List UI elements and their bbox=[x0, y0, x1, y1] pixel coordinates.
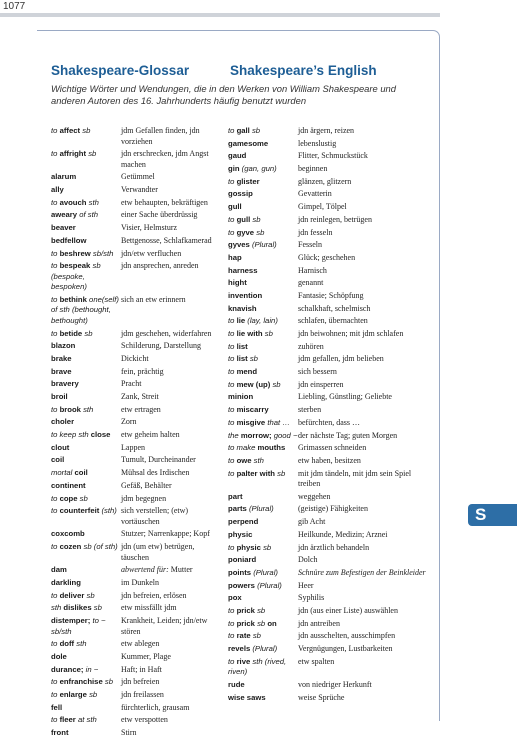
entry-definition: jdn (um etw) betrügen, täuschen bbox=[121, 542, 195, 562]
entry-definition: Vergnügungen, Lustbarkeiten bbox=[298, 644, 393, 653]
glossary-entry bbox=[51, 223, 217, 234]
entry-definition: genannt bbox=[298, 278, 324, 288]
entry-definition: Stutzer; Narrenkappe; Kopf bbox=[121, 529, 210, 539]
letter-tab[interactable] bbox=[468, 504, 517, 526]
entry-headword: gyves (Plural) bbox=[228, 240, 277, 250]
entry-headword: to deliver sb bbox=[51, 590, 95, 600]
entry-definition: (geistige) Fähigkeiten bbox=[298, 504, 368, 514]
entry-definition: weise Sprüche bbox=[298, 692, 345, 702]
entry-definition: Heer bbox=[298, 580, 314, 590]
glossary-entry bbox=[228, 304, 428, 315]
entry-headword: to misgive that … bbox=[228, 417, 290, 427]
glossary-entry bbox=[228, 202, 428, 213]
entry-definition: Zank, Streit bbox=[121, 392, 159, 401]
entry-definition: Krankheit, Leiden; jdn/etw stören bbox=[121, 616, 208, 636]
entry-headword: gamesome bbox=[228, 138, 269, 148]
glossary-column-left bbox=[51, 126, 217, 741]
entry-definition: Schilderung, Darstellung bbox=[121, 341, 201, 351]
glossary-entry bbox=[51, 494, 217, 505]
entry-headword: aweary of sth bbox=[51, 210, 99, 220]
entry-definition: Verwandter bbox=[121, 185, 158, 195]
glossary-entry bbox=[228, 469, 428, 490]
glossary-entry bbox=[228, 431, 428, 442]
entry-definition: fürchterlich, grausam bbox=[121, 702, 190, 712]
entry-headword: revels (Plural) bbox=[228, 644, 278, 653]
title-german: Shakespeare-Glossar bbox=[51, 63, 190, 78]
entry-headword: to mend bbox=[228, 367, 258, 377]
entry-headword: gull bbox=[228, 202, 242, 212]
entry-headword: brave bbox=[51, 366, 72, 376]
glossary-entry bbox=[51, 126, 217, 147]
glossary-entry bbox=[228, 504, 428, 515]
entry-definition: Liebling, Günstling; Geliebte bbox=[298, 392, 392, 402]
entry-definition: jdn fesseln bbox=[298, 227, 333, 237]
entry-definition: Fesseln bbox=[298, 240, 322, 250]
entry-headword: beaver bbox=[51, 223, 76, 233]
entry-headword: to miscarry bbox=[228, 405, 269, 415]
entry-headword: poniard bbox=[228, 555, 257, 565]
entry-headword: to palter with sb bbox=[228, 468, 286, 478]
entry-definition: Haft; in Haft bbox=[121, 664, 162, 674]
glossary-entry bbox=[51, 185, 217, 196]
entry-definition: Gimpel, Tölpel bbox=[298, 202, 347, 212]
entry-definition: etw ertragen bbox=[121, 404, 161, 414]
glossary-entry bbox=[228, 456, 428, 467]
entry-definition: schalkhaft, schelmisch bbox=[298, 303, 371, 313]
glossary-entry bbox=[51, 565, 217, 576]
glossary-entry bbox=[228, 517, 428, 528]
entry-headword: pox bbox=[228, 593, 242, 603]
entry-definition: jdn ausschelten, ausschimpfen bbox=[298, 631, 396, 641]
entry-headword: hight bbox=[228, 278, 247, 288]
entry-headword: dam bbox=[51, 565, 67, 575]
entry-headword: parts (Plural) bbox=[228, 504, 274, 514]
entry-definition: etw missfällt jdm bbox=[121, 603, 177, 613]
glossary-entry bbox=[51, 261, 217, 293]
entry-headword: durance; in ~ bbox=[51, 664, 99, 674]
glossary-entry bbox=[51, 329, 217, 340]
glossary-entry bbox=[228, 680, 428, 691]
entry-definition: sich an etw erinnern bbox=[121, 294, 186, 304]
entry-headword: to keep sth close bbox=[51, 430, 111, 440]
glossary-entry bbox=[51, 677, 217, 688]
glossary-entry bbox=[51, 172, 217, 183]
entry-headword: to beshrew sb/sth bbox=[51, 248, 114, 258]
glossary-entry bbox=[51, 529, 217, 540]
entry-headword: alarum bbox=[51, 172, 77, 182]
entry-definition: Syphilis bbox=[298, 593, 325, 603]
entry-definition: Gefäß, Behälter bbox=[121, 480, 172, 490]
entry-definition: jdm geschehen, widerfahren bbox=[121, 328, 212, 338]
glossary-entry bbox=[228, 619, 428, 630]
entry-definition: jdn ärztlich behandeln bbox=[298, 542, 370, 552]
entry-headword: to enlarge sb bbox=[51, 689, 98, 699]
entry-headword: to list sb bbox=[228, 354, 258, 364]
glossary-entry bbox=[228, 492, 428, 503]
entry-definition: jdn ärgern, reizen bbox=[298, 126, 355, 135]
glossary-entry bbox=[51, 603, 217, 614]
glossary-entry bbox=[51, 295, 217, 327]
entry-headword: to list bbox=[228, 341, 248, 351]
entry-headword: wise saws bbox=[228, 692, 266, 702]
entry-definition: glänzen, glitzern bbox=[298, 176, 352, 186]
entry-headword: ally bbox=[51, 185, 64, 195]
entry-headword: part bbox=[228, 491, 243, 501]
entry-headword: bravery bbox=[51, 379, 79, 389]
entry-headword: harness bbox=[228, 265, 258, 275]
glossary-entry bbox=[228, 329, 428, 340]
entry-headword: hap bbox=[228, 252, 242, 262]
entry-definition: Grimassen schneiden bbox=[298, 443, 367, 453]
entry-headword: rude bbox=[228, 679, 245, 689]
entry-definition: sich verstellen; (etw) vortäuschen bbox=[121, 506, 189, 526]
glossary-entry bbox=[228, 644, 428, 655]
glossary-entry bbox=[228, 189, 428, 200]
glossary-entry bbox=[228, 240, 428, 251]
entry-definition: jdm begegnen bbox=[121, 493, 167, 503]
entry-headword: to cozen sb (of sth) bbox=[51, 542, 118, 552]
title-english: Shakespeare’s English bbox=[230, 63, 377, 78]
glossary-entry bbox=[51, 405, 217, 416]
entry-definition: einer Sache überdrüssig bbox=[121, 210, 198, 220]
entry-headword: sth dislikes sb bbox=[51, 603, 102, 613]
glossary-entry bbox=[228, 367, 428, 378]
entry-headword: front bbox=[51, 728, 69, 737]
entry-definition: Getümmel bbox=[121, 172, 155, 182]
entry-headword: blazon bbox=[51, 341, 76, 351]
entry-headword: powers (Plural) bbox=[228, 580, 282, 590]
entry-headword: to rive sth (rived, riven) bbox=[228, 656, 287, 677]
entry-definition: Glück; geschehen bbox=[298, 252, 356, 262]
entry-headword: mortal coil bbox=[51, 468, 88, 478]
glossary-entry bbox=[228, 606, 428, 617]
entry-headword: broil bbox=[51, 392, 68, 401]
glossary-entry bbox=[228, 266, 428, 277]
header-rule bbox=[0, 13, 440, 17]
glossary-entry bbox=[51, 417, 217, 428]
entry-definition: Bettgenosse, Schlafkamerad bbox=[121, 235, 212, 245]
glossary-entry bbox=[51, 506, 217, 527]
entry-headword: continent bbox=[51, 480, 86, 490]
entry-headword: to mew (up) sb bbox=[228, 379, 281, 389]
letter-tab-label: S bbox=[475, 505, 487, 524]
glossary-entry bbox=[228, 568, 428, 579]
entry-definition: etw verspotten bbox=[121, 715, 168, 725]
glossary-entry bbox=[51, 652, 217, 663]
entry-definition: der nächste Tag; guten Morgen bbox=[298, 430, 398, 440]
glossary-entry bbox=[228, 139, 428, 150]
entry-headword: to owe sth bbox=[228, 455, 264, 465]
entry-headword: to affect sb bbox=[51, 126, 91, 135]
entry-definition: Lappen bbox=[121, 442, 145, 452]
glossary-entry bbox=[51, 616, 217, 637]
entry-definition: jdn antreiben bbox=[298, 618, 340, 628]
entry-headword: to bethink one(self) of sth (bethought, bethought) bbox=[51, 294, 119, 325]
entry-definition: jdn freilassen bbox=[121, 689, 164, 699]
entry-definition: Tumult, Durcheinander bbox=[121, 455, 196, 465]
entry-definition: jdn ansprechen, anreden bbox=[121, 261, 199, 271]
entry-definition: Pracht bbox=[121, 379, 142, 389]
entry-definition: sich bessern bbox=[298, 367, 337, 377]
glossary-entry bbox=[51, 430, 217, 441]
entry-definition: jdm gefallen, jdm belieben bbox=[298, 354, 384, 364]
entry-definition: sterben bbox=[298, 405, 322, 415]
entry-definition: jdn/etw verfluchen bbox=[121, 248, 182, 258]
glossary-entry bbox=[51, 379, 217, 390]
glossary-entry bbox=[51, 149, 217, 170]
entry-headword: perpend bbox=[228, 517, 259, 527]
entry-headword: physic bbox=[228, 529, 253, 539]
entry-headword: to glister bbox=[228, 176, 260, 186]
glossary-entry bbox=[228, 278, 428, 289]
glossary-entry bbox=[228, 593, 428, 604]
entry-headword: gaud bbox=[228, 151, 247, 161]
glossary-column-right bbox=[228, 126, 428, 705]
entry-definition: Kummer, Plage bbox=[121, 651, 171, 661]
glossary-entry bbox=[228, 392, 428, 403]
glossary-entry bbox=[51, 249, 217, 260]
entry-definition: fein, prächtig bbox=[121, 366, 164, 376]
entry-headword: the morrow; good ~ bbox=[228, 430, 298, 440]
entry-headword: fell bbox=[51, 702, 63, 712]
glossary-entry bbox=[51, 354, 217, 365]
glossary-entry bbox=[51, 236, 217, 247]
entry-headword: brake bbox=[51, 353, 72, 363]
entry-definition: Mühsal des Irdischen bbox=[121, 468, 190, 478]
glossary-entry bbox=[228, 581, 428, 592]
entry-definition: etw geheim halten bbox=[121, 430, 180, 440]
entry-headword: to gall sb bbox=[228, 126, 261, 135]
glossary-entry bbox=[51, 468, 217, 479]
entry-definition: Harnisch bbox=[298, 265, 327, 275]
entry-headword: to betide sb bbox=[51, 328, 93, 338]
entry-headword: to prick sb on bbox=[228, 618, 277, 628]
entry-definition: etw haben, besitzen bbox=[298, 455, 361, 465]
entry-headword: to bespeak sb (bespoke, bespoken) bbox=[51, 261, 101, 292]
entry-headword: gossip bbox=[228, 189, 253, 199]
entry-definition: Visier, Helmsturz bbox=[121, 223, 178, 233]
glossary-entry bbox=[228, 380, 428, 391]
entry-headword: distemper; to ~ sb/sth bbox=[51, 616, 106, 636]
entry-headword: gin (gan, gun) bbox=[228, 164, 277, 174]
entry-definition: abwertend für: Mutter bbox=[121, 565, 193, 575]
intro-text: Wichtige Wörter und Wendungen, die in den Werken von William Shakespeare und anderen Autoren des 16. Jahrhunderts häufig benutzt wurden bbox=[51, 83, 396, 106]
glossary-entry bbox=[51, 198, 217, 209]
glossary-entry bbox=[228, 405, 428, 416]
glossary-entry bbox=[51, 210, 217, 221]
entry-headword: to cope sb bbox=[51, 493, 88, 503]
entry-headword: coxcomb bbox=[51, 529, 85, 539]
entry-headword: invention bbox=[228, 290, 263, 300]
entry-headword: to rate sb bbox=[228, 631, 261, 641]
entry-definition: befürchten, dass … bbox=[298, 417, 360, 427]
entry-definition: Gevatterin bbox=[298, 189, 332, 199]
entry-definition: schlafen, übernachten bbox=[298, 316, 368, 326]
glossary-entry bbox=[51, 639, 217, 650]
entry-definition: etw behaupten, bekräftigen bbox=[121, 197, 208, 207]
entry-definition: jdn befreien bbox=[121, 677, 160, 687]
glossary-entry bbox=[51, 481, 217, 492]
entry-headword: knavish bbox=[228, 303, 257, 313]
entry-definition: etw ablegen bbox=[121, 639, 160, 649]
glossary-entry bbox=[51, 455, 217, 466]
entry-definition: Heilkunde, Medizin; Arznei bbox=[298, 529, 388, 539]
entry-headword: to counterfeit (sth) bbox=[51, 506, 117, 516]
glossary-entry bbox=[228, 316, 428, 327]
entry-definition: jdn einsperren bbox=[298, 379, 344, 389]
entry-headword: to gyve sb bbox=[228, 227, 265, 237]
entry-headword: to brook sth bbox=[51, 404, 94, 414]
entry-headword: to gull sb bbox=[228, 214, 261, 224]
entry-definition: Fantasie; Schöpfung bbox=[298, 290, 364, 300]
glossary-entry bbox=[228, 543, 428, 554]
glossary-entry bbox=[228, 418, 428, 429]
glossary-entry bbox=[228, 164, 428, 175]
glossary-entry bbox=[228, 530, 428, 541]
entry-definition: beginnen bbox=[298, 164, 328, 174]
entry-definition: jdn (aus einer Liste) auswählen bbox=[298, 605, 398, 615]
entry-definition: Dickicht bbox=[121, 353, 149, 363]
glossary-entry bbox=[51, 703, 217, 714]
glossary-entry bbox=[228, 151, 428, 162]
glossary-entry bbox=[51, 728, 217, 739]
glossary-entry bbox=[51, 591, 217, 602]
glossary-entry bbox=[51, 392, 217, 403]
entry-headword: to enfranchise sb bbox=[51, 677, 113, 687]
entry-definition: zuhören bbox=[298, 341, 324, 351]
entry-headword: to prick sb bbox=[228, 605, 266, 615]
glossary-entry bbox=[51, 665, 217, 676]
entry-definition: Schnüre zum Befestigen der Beinkleider bbox=[298, 567, 426, 577]
entry-definition: lebenslustig bbox=[298, 138, 337, 148]
entry-headword: to lie (lay, lain) bbox=[228, 316, 278, 326]
glossary-entry bbox=[228, 342, 428, 353]
entry-definition: jdm Gefallen finden, jdn vorziehen bbox=[121, 126, 200, 146]
entry-headword: darkling bbox=[51, 577, 81, 587]
entry-headword: to make mouths bbox=[228, 443, 286, 453]
glossary-entry bbox=[228, 443, 428, 454]
entry-headword: bedfellow bbox=[51, 235, 87, 245]
glossary-entry bbox=[51, 690, 217, 701]
entry-definition: Zorn bbox=[121, 417, 137, 427]
glossary-entry bbox=[228, 693, 428, 704]
glossary-entry bbox=[228, 631, 428, 642]
entry-definition: jdn beiwohnen; mit jdm schlafen bbox=[298, 329, 404, 338]
entry-definition: Stirn bbox=[121, 728, 137, 737]
entry-headword: to affright sb bbox=[51, 149, 97, 159]
entry-definition: mit jdm tändeln, mit jdm sein Spiel treiben bbox=[298, 468, 412, 489]
glossary-entry bbox=[228, 657, 428, 678]
entry-headword: clout bbox=[51, 442, 70, 452]
glossary-entry bbox=[51, 367, 217, 378]
entry-headword: to fleer at sth bbox=[51, 715, 97, 725]
glossary-entry bbox=[228, 291, 428, 302]
glossary-entry bbox=[228, 126, 428, 137]
entry-definition: jdn befreien, erlösen bbox=[121, 590, 187, 600]
entry-definition: jdn reinlegen, betrügen bbox=[298, 214, 372, 224]
glossary-entry bbox=[228, 354, 428, 365]
entry-definition: gib Acht bbox=[298, 517, 326, 527]
glossary-entry bbox=[51, 542, 217, 563]
glossary-entry bbox=[228, 177, 428, 188]
entry-definition: jdn erschrecken, jdm Angst machen bbox=[121, 149, 209, 169]
entry-headword: to lie with sb bbox=[228, 329, 273, 338]
entry-headword: coil bbox=[51, 455, 65, 465]
entry-headword: choler bbox=[51, 417, 75, 427]
glossary-entry bbox=[228, 215, 428, 226]
glossary-entry bbox=[228, 555, 428, 566]
entry-definition: weggehen bbox=[298, 491, 331, 501]
entry-definition: Dolch bbox=[298, 555, 318, 565]
glossary-entry bbox=[51, 578, 217, 589]
entry-definition: Flitter, Schmuckstück bbox=[298, 151, 368, 161]
entry-definition: im Dunkeln bbox=[121, 577, 159, 587]
entry-headword: to doff sth bbox=[51, 639, 87, 649]
glossary-entry bbox=[228, 228, 428, 239]
glossary-entry bbox=[51, 341, 217, 352]
glossary-entry bbox=[228, 253, 428, 264]
entry-definition: etw spalten bbox=[298, 656, 335, 666]
entry-headword: points (Plural) bbox=[228, 567, 278, 577]
entry-headword: minion bbox=[228, 392, 254, 402]
entry-definition: von niedriger Herkunft bbox=[298, 679, 372, 689]
entry-headword: dole bbox=[51, 651, 67, 661]
glossary-entry bbox=[51, 715, 217, 726]
entry-headword: to avouch sth bbox=[51, 197, 99, 207]
entry-headword: to physic sb bbox=[228, 542, 272, 552]
glossary-entry bbox=[51, 443, 217, 454]
page-number: 1077 bbox=[3, 1, 26, 12]
